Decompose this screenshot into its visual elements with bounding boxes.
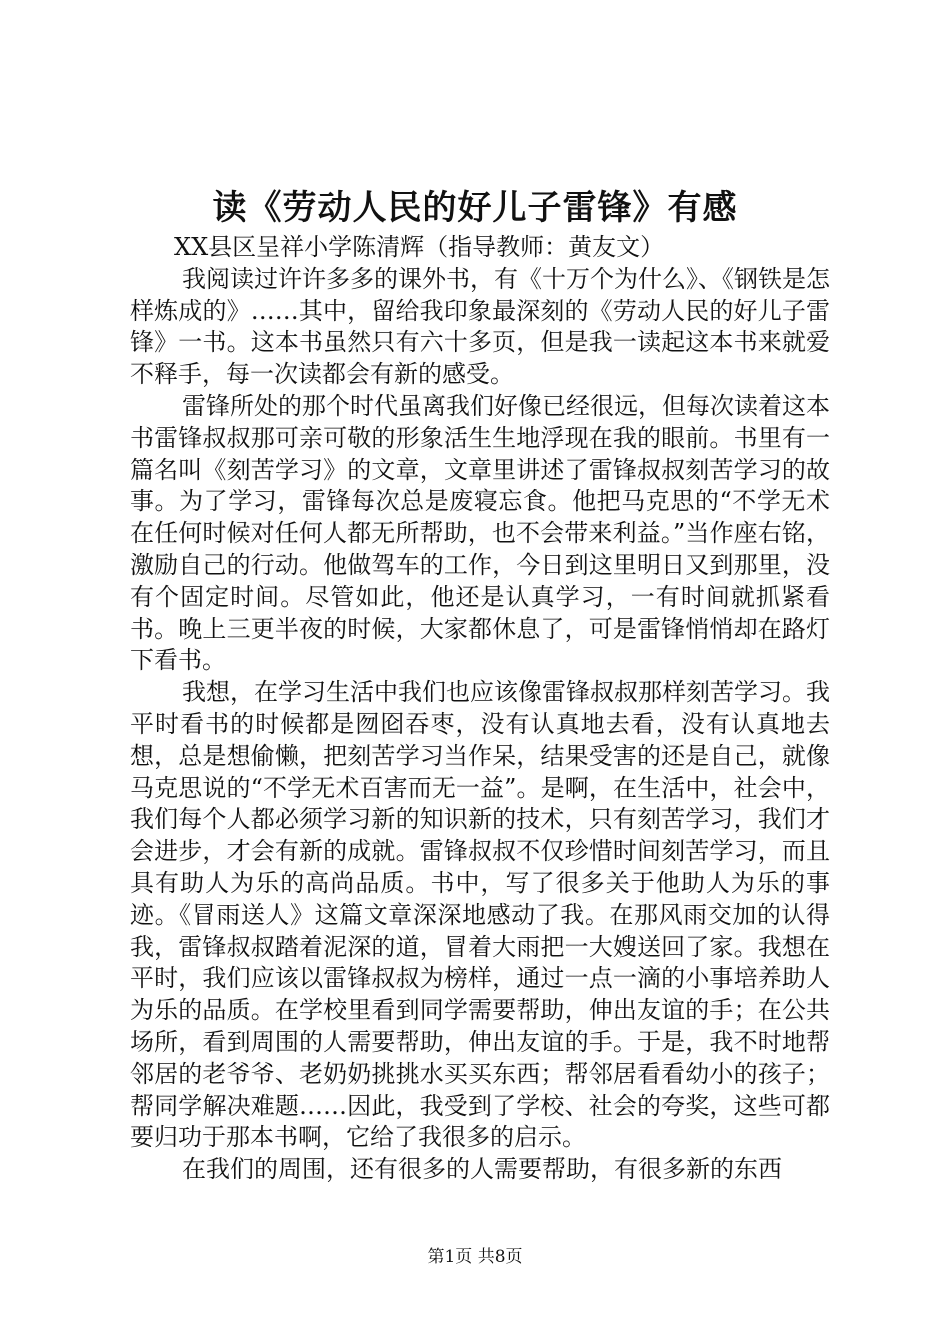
paragraph-3: 我想，在学习生活中我们也应该像雷锋叔叔那样刻苦学习。我平时看书的时候都是囫囵吞枣，没有认真地去看，没有认真地去想，总是想偷懒，把刻苦学习当作呆，结果受害的还是自己，就像马克思说的“不学无术百害而无一益”。是啊，在生活中，社会中，我们每个人都必须学习新的知识新的技术，只有刻苦学习，我们才会进步，才会有新的成就。雷锋叔叔不仅珍惜时间刻苦学习，而且具有助人为乐的高尚品质。书中，写了很多关于他助人为乐的事迹。《冒雨送人》这篇文章深深地感动了我。在那风雨交加的认得我，雷锋叔叔踏着泥深的道，冒着大雨把一大嫂送回了家。我想在平时，我们应该以雷锋叔叔为榜样，通过一点一滴的小事培养助人为乐的品质。在学校里看到同学需要帮助，伸出友谊的手；在公共场所，看到周围的人需要帮助，伸出友谊的手。于是，我不时地帮邻居的老爷爷、老奶奶挑挑水买买东西；帮邻居看看幼小的孩子；帮同学解决难题……因此，我受到了学校、社会的夸奖，这些可都要归功于那本书啊，它给了我很多的启示。	[130, 678, 830, 1152]
author-byline: XX县区呈祥小学陈清辉（指导教师：黄友文）	[174, 233, 665, 261]
page-footer: 第1页 共8页	[427, 1247, 523, 1267]
document-body	[130, 232, 830, 1186]
document-title: 读《劳动人民的好儿子雷锋》有感	[212, 188, 738, 228]
paragraph-4: 在我们的周围，还有很多的人需要帮助，有很多新的东西	[182, 1155, 782, 1184]
paragraph-2: 雷锋所处的那个时代虽离我们好像已经很远，但每次读着这本书雷锋叔叔那可亲可敬的形象活生生地浮现在我的眼前。书里有一篇名叫《刻苦学习》的文章，文章里讲述了雷锋叔叔刻苦学习的故事。为了学习，雷锋每次总是废寝忘食。他把马克思的“不学无术在任何时候对任何人都无所帮助，也不会带来利益。”当作座右铭，激励自己的行动。他做驾车的工作，今日到这里明日又到那里，没有个固定时间。尽管如此，他还是认真学习，一有时间就抓紧看书。晚上三更半夜的时候，大家都休息了，可是雷锋悄悄却在路灯下看书。	[130, 391, 830, 675]
paragraph-1: 我阅读过许许多多的课外书，有《十万个为什么》、《钢铁是怎样炼成的》……其中，留给我印象最深刻的《劳动人民的好儿子雷锋》一书。这本书虽然只有六十多页，但是我一读起这本书来就爱不释手，每一次读都会有新的感受。	[130, 264, 830, 389]
